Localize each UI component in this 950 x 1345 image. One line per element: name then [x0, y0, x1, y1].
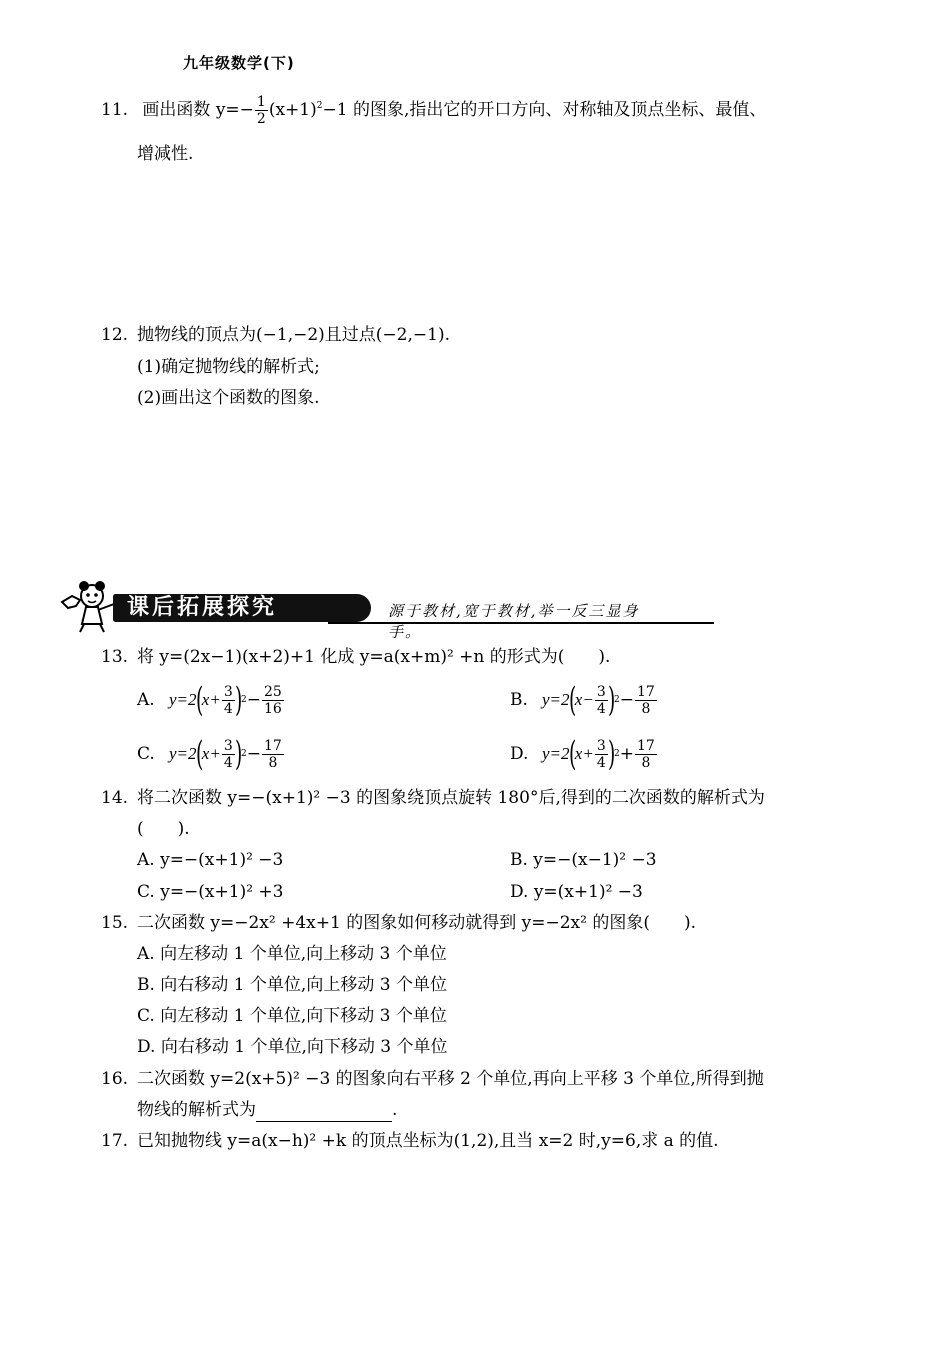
option-a[interactable]: A. y=−(x+1)² −3 [137, 850, 284, 870]
option-d[interactable]: D. 向右移动 1 个单位,向下移动 3 个单位 [137, 1037, 448, 1057]
option-c[interactable]: C. y=2 ( x+ $\frac{3}{4}$ ) 2 − $\frac{17}{8}$ [137, 734, 282, 774]
question-14: 14. 将二次函数 y=−(x+1)² −3 的图象绕顶点旋转 180°后,得到的二次函数的解析式为 [101, 788, 765, 808]
question-12-part1: (1)确定抛物线的解析式; [137, 357, 320, 377]
question-number: 15. [101, 913, 129, 933]
option-b[interactable]: B. 向右移动 1 个单位,向上移动 3 个单位 [137, 975, 447, 995]
question-number: 13. [101, 647, 129, 667]
page-header: 九年级数学(下) [183, 54, 295, 72]
question-12-part2: (2)画出这个函数的图象. [137, 388, 320, 408]
question-number: 17. [101, 1131, 129, 1151]
option-a[interactable]: A. y=2 ( x+ $\frac{3}{4}$ ) 2 − $\frac{25}{16}$ [137, 680, 282, 720]
question-number: 16. [101, 1069, 129, 1089]
section-banner [58, 578, 658, 641]
answer-blank[interactable] [256, 1103, 392, 1122]
option-d[interactable]: D. y=2 ( x+ $\frac{3}{4}$ ) 2 + $\frac{17}{8}$ [510, 734, 655, 774]
question-12: 12. 抛物线的顶点为(−1,−2)且过点(−2,−1). [101, 325, 450, 345]
option-b[interactable]: B. y=−(x−1)² −3 [510, 850, 657, 870]
question-17: 17. 已知抛物线 y=a(x−h)² +k 的顶点坐标为(1,2),且当 x=2 时,y=6,求 a 的值. [101, 1131, 719, 1151]
banner-slogan: 源于教材,宽于教材,举一反三显身手。 [388, 602, 640, 641]
question-number: 11. [101, 100, 129, 120]
question-16-line2: 物线的解析式为 . [137, 1100, 398, 1120]
question-11: 11. 画出函数 y=− $\frac{1}{2}$ $(x+1)^2-1$ 的图象,指出它的开口方向、对称轴及顶点坐标、最值、 [101, 94, 767, 127]
question-number: 12. [101, 325, 129, 345]
option-c[interactable]: C. 向左移动 1 个单位,向下移动 3 个单位 [137, 1006, 447, 1026]
option-c[interactable]: C. y=−(x+1)² +3 [137, 882, 284, 902]
question-11-line2: 增减性. [137, 144, 194, 164]
question-16: 16. 二次函数 y=2(x+5)² −3 的图象向右平移 2 个单位,再向上平移 3 个单位,所得到抛 [101, 1069, 764, 1089]
banner-title: 课后拓展探究 [113, 594, 371, 622]
question-14-line2: ( ). [137, 819, 190, 839]
question-13: 13. 将 y=(2x−1)(x+2)+1 化成 y=a(x+m)² +n 的形式为( ). [101, 647, 611, 667]
question-number: 14. [101, 788, 129, 808]
option-a[interactable]: A. 向左移动 1 个单位,向上移动 3 个单位 [137, 944, 447, 964]
option-d[interactable]: D. y=(x+1)² −3 [510, 882, 643, 902]
option-b[interactable]: B. y=2 ( x− $\frac{3}{4}$ ) 2 − $\frac{17}{8}$ [510, 680, 655, 720]
fraction: $\frac{1}{2}$ [256, 94, 266, 127]
question-15: 15. 二次函数 y=−2x² +4x+1 的图象如何移动就得到 y=−2x² 的图象( ). [101, 913, 697, 933]
